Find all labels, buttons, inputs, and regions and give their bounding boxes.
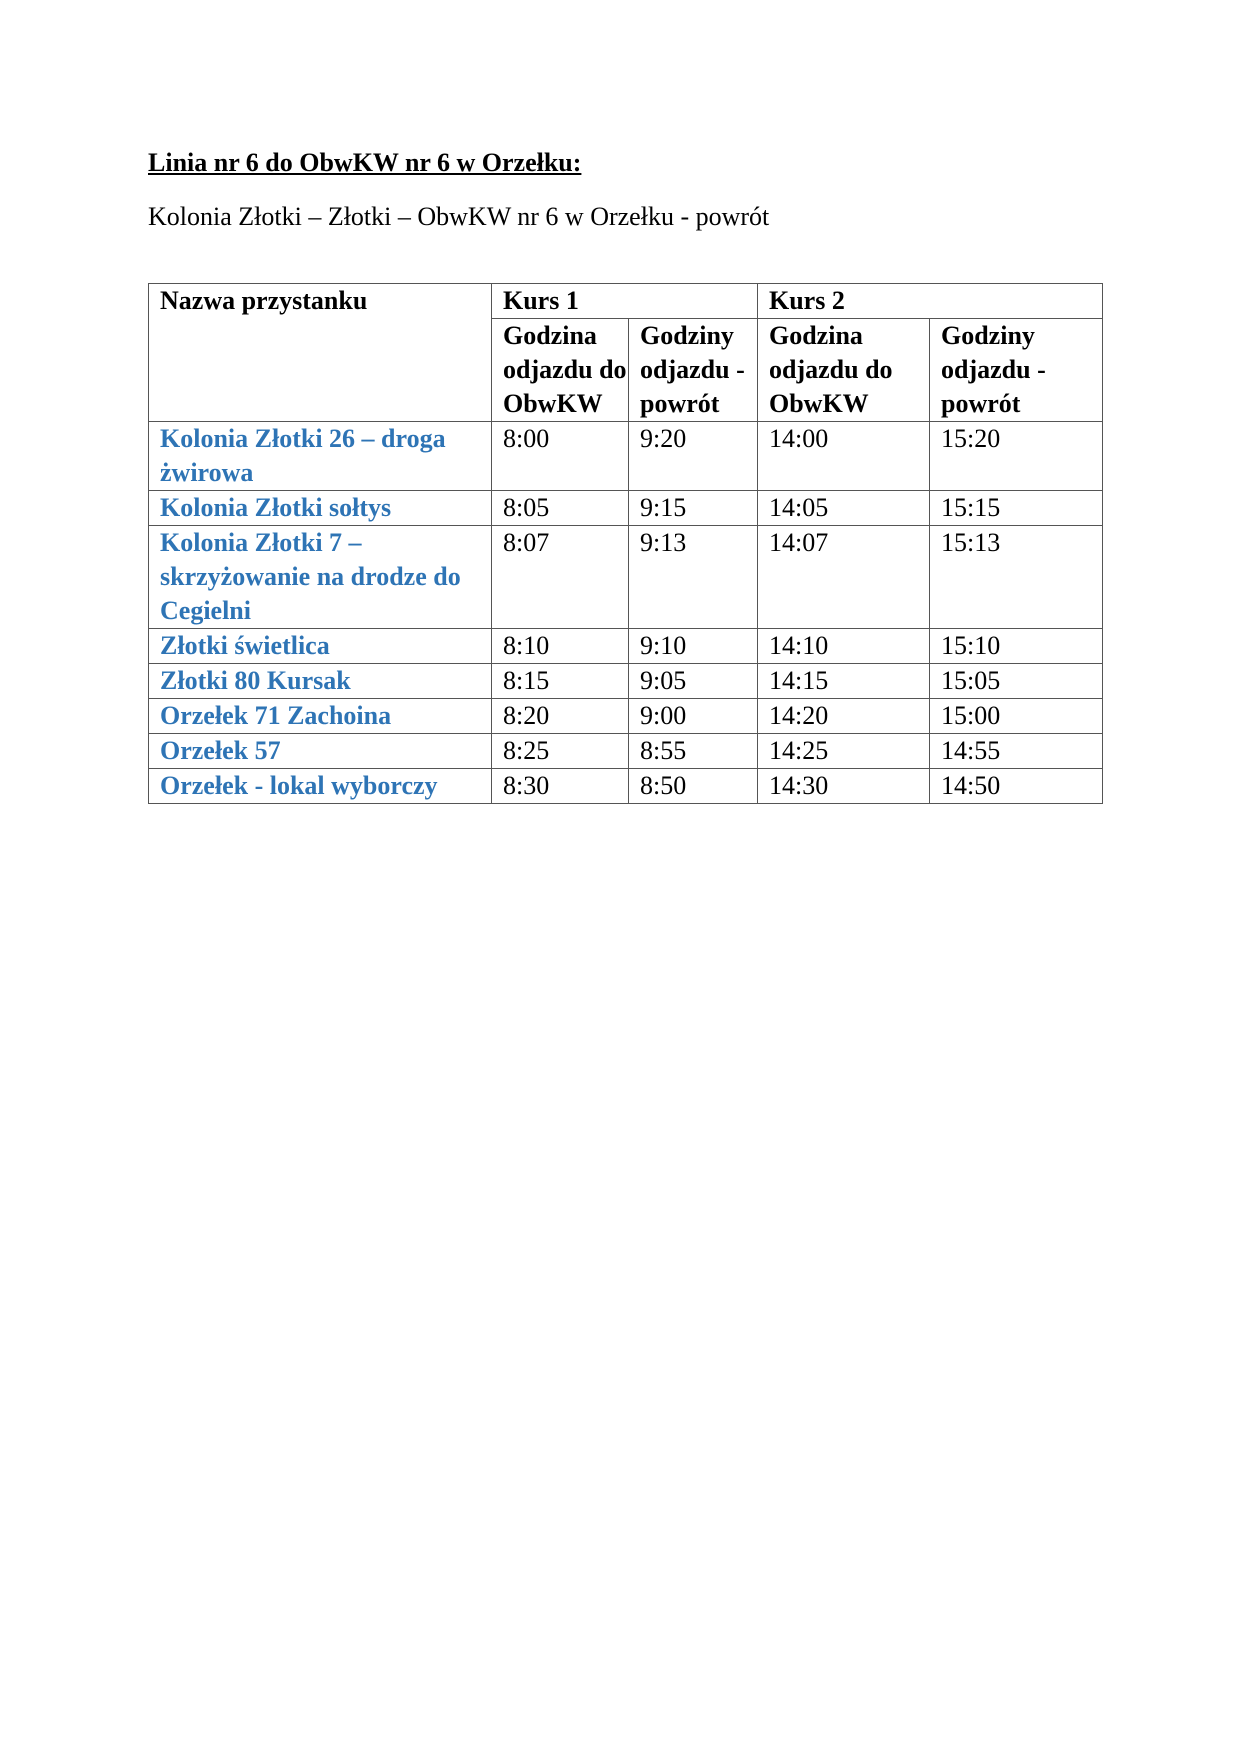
course-1-return-time: 9:13 xyxy=(629,526,758,629)
course-1-departure-time: 8:15 xyxy=(492,664,629,699)
stop-name: Kolonia Złotki sołtys xyxy=(149,491,492,526)
course-1-return-time: 9:20 xyxy=(629,422,758,491)
stop-name: Złotki 80 Kursak xyxy=(149,664,492,699)
course-2-return-time: 15:13 xyxy=(930,526,1103,629)
stop-name-header: Nazwa przystanku xyxy=(149,284,492,422)
course-2-departure-time: 14:20 xyxy=(758,699,930,734)
course-2-departure-time: 14:05 xyxy=(758,491,930,526)
course-2-departure-time: 14:07 xyxy=(758,526,930,629)
timetable-header-row xyxy=(149,284,1103,319)
course-1-departure-time: 8:25 xyxy=(492,734,629,769)
course-2-return-time: 14:55 xyxy=(930,734,1103,769)
table-row xyxy=(149,769,1103,804)
course-1-return-time: 8:55 xyxy=(629,734,758,769)
table-row xyxy=(149,629,1103,664)
course-1-return-header: Godziny odjazdu - powrót xyxy=(629,319,758,422)
route-subtitle: Kolonia Złotki – Złotki – ObwKW nr 6 w Orzełku - powrót xyxy=(148,202,770,231)
course-2-return-header: Godziny odjazdu - powrót xyxy=(930,319,1103,422)
stop-name: Orzełek - lokal wyborczy xyxy=(149,769,492,804)
course-1-return-time: 9:00 xyxy=(629,699,758,734)
course-2-return-time: 15:10 xyxy=(930,629,1103,664)
course-2-departure-time: 14:00 xyxy=(758,422,930,491)
table-row xyxy=(149,734,1103,769)
table-row xyxy=(149,491,1103,526)
stop-name: Orzełek 57 xyxy=(149,734,492,769)
course-2-header: Kurs 2 xyxy=(758,284,1103,319)
course-1-departure-time: 8:20 xyxy=(492,699,629,734)
stop-name: Kolonia Złotki 7 – skrzyżowanie na drodze do Cegielni xyxy=(149,526,492,629)
course-1-return-time: 9:05 xyxy=(629,664,758,699)
course-1-header: Kurs 1 xyxy=(492,284,758,319)
course-2-return-time: 15:15 xyxy=(930,491,1103,526)
course-1-return-time: 9:15 xyxy=(629,491,758,526)
course-2-return-time: 15:00 xyxy=(930,699,1103,734)
table-row xyxy=(149,422,1103,491)
stop-name: Orzełek 71 Zachoina xyxy=(149,699,492,734)
course-2-return-time: 15:05 xyxy=(930,664,1103,699)
course-1-departure-header: Godzina odjazdu do ObwKW xyxy=(492,319,629,422)
course-1-departure-time: 8:30 xyxy=(492,769,629,804)
course-2-departure-header: Godzina odjazdu do ObwKW xyxy=(758,319,930,422)
course-2-return-time: 15:20 xyxy=(930,422,1103,491)
stop-name: Kolonia Złotki 26 – droga żwirowa xyxy=(149,422,492,491)
table-row xyxy=(149,664,1103,699)
table-row xyxy=(149,526,1103,629)
course-1-return-time: 9:10 xyxy=(629,629,758,664)
table-row xyxy=(149,699,1103,734)
course-1-departure-time: 8:10 xyxy=(492,629,629,664)
course-1-departure-time: 8:00 xyxy=(492,422,629,491)
timetable xyxy=(148,283,1103,804)
course-2-departure-time: 14:25 xyxy=(758,734,930,769)
course-1-departure-time: 8:07 xyxy=(492,526,629,629)
page-title: Linia nr 6 do ObwKW nr 6 w Orzełku: xyxy=(148,148,582,177)
stop-name: Złotki świetlica xyxy=(149,629,492,664)
course-2-return-time: 14:50 xyxy=(930,769,1103,804)
course-1-return-time: 8:50 xyxy=(629,769,758,804)
course-2-departure-time: 14:15 xyxy=(758,664,930,699)
course-2-departure-time: 14:30 xyxy=(758,769,930,804)
course-2-departure-time: 14:10 xyxy=(758,629,930,664)
course-1-departure-time: 8:05 xyxy=(492,491,629,526)
